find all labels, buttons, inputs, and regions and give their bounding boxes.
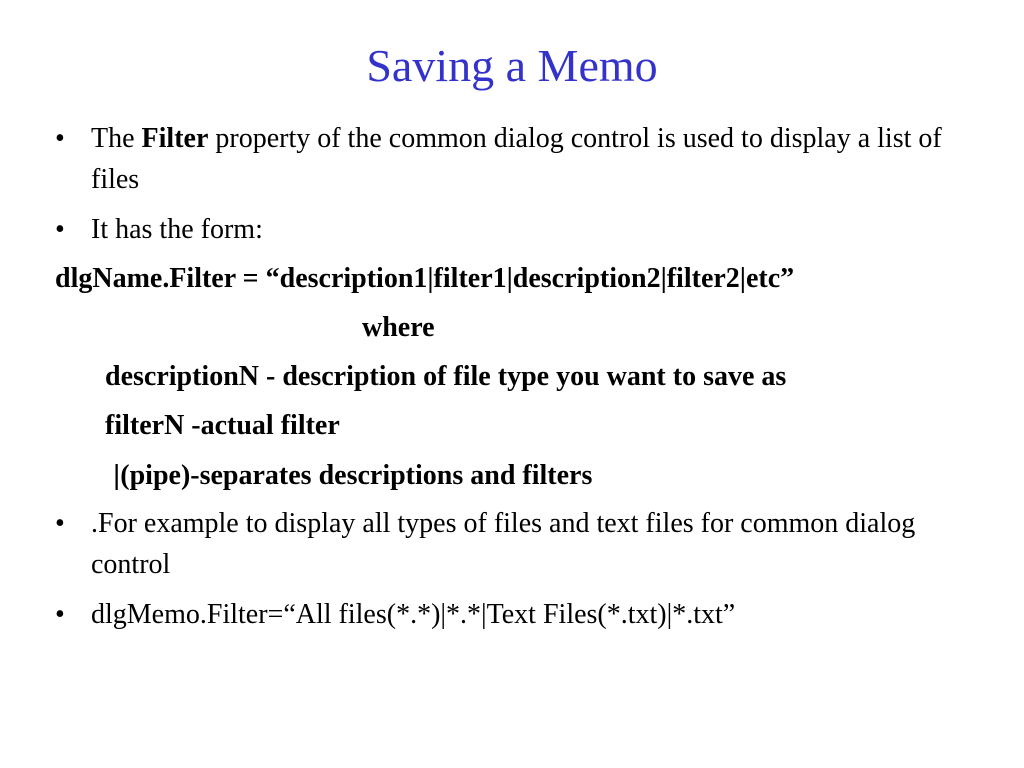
bullet-marker: • — [55, 508, 65, 539]
bullet-text: It has the form: — [91, 214, 263, 245]
bullet-example — [55, 503, 955, 585]
syntax-line: dlgName.Filter = “description1|filter1|description2|filter2|etc” — [55, 263, 795, 294]
bullet-form — [55, 209, 955, 250]
slide-title: Saving a Memo — [366, 40, 658, 91]
bullet-marker: • — [55, 599, 65, 630]
bullet-text — [91, 118, 955, 200]
bullet-prefix: The — [91, 123, 142, 154]
pipe-description: (pipe)-separates descriptions and filters — [120, 460, 593, 491]
bullet-filter-property — [55, 118, 955, 200]
bullet-text: .For example to display all types of files and text files for common dialog control — [91, 508, 916, 580]
pipe-definition — [113, 454, 592, 496]
bullet-text: dlgMemo.Filter=“All files(*.*)|*.*|Text Files(*.txt)|*.txt” — [91, 599, 736, 630]
where-label: where — [362, 312, 435, 343]
bullet-example-code — [55, 594, 955, 635]
filter-keyword: Filter — [141, 123, 209, 154]
pipe-symbol: | — [113, 459, 121, 490]
bullet-marker: • — [55, 214, 65, 245]
description-definition: descriptionN - description of file type you want to save as — [105, 361, 787, 392]
bullet-suffix: property of the common dialog control is used to display a list of files — [91, 123, 942, 195]
filter-definition: filterN -actual filter — [105, 410, 340, 441]
bullet-marker: • — [55, 123, 65, 154]
